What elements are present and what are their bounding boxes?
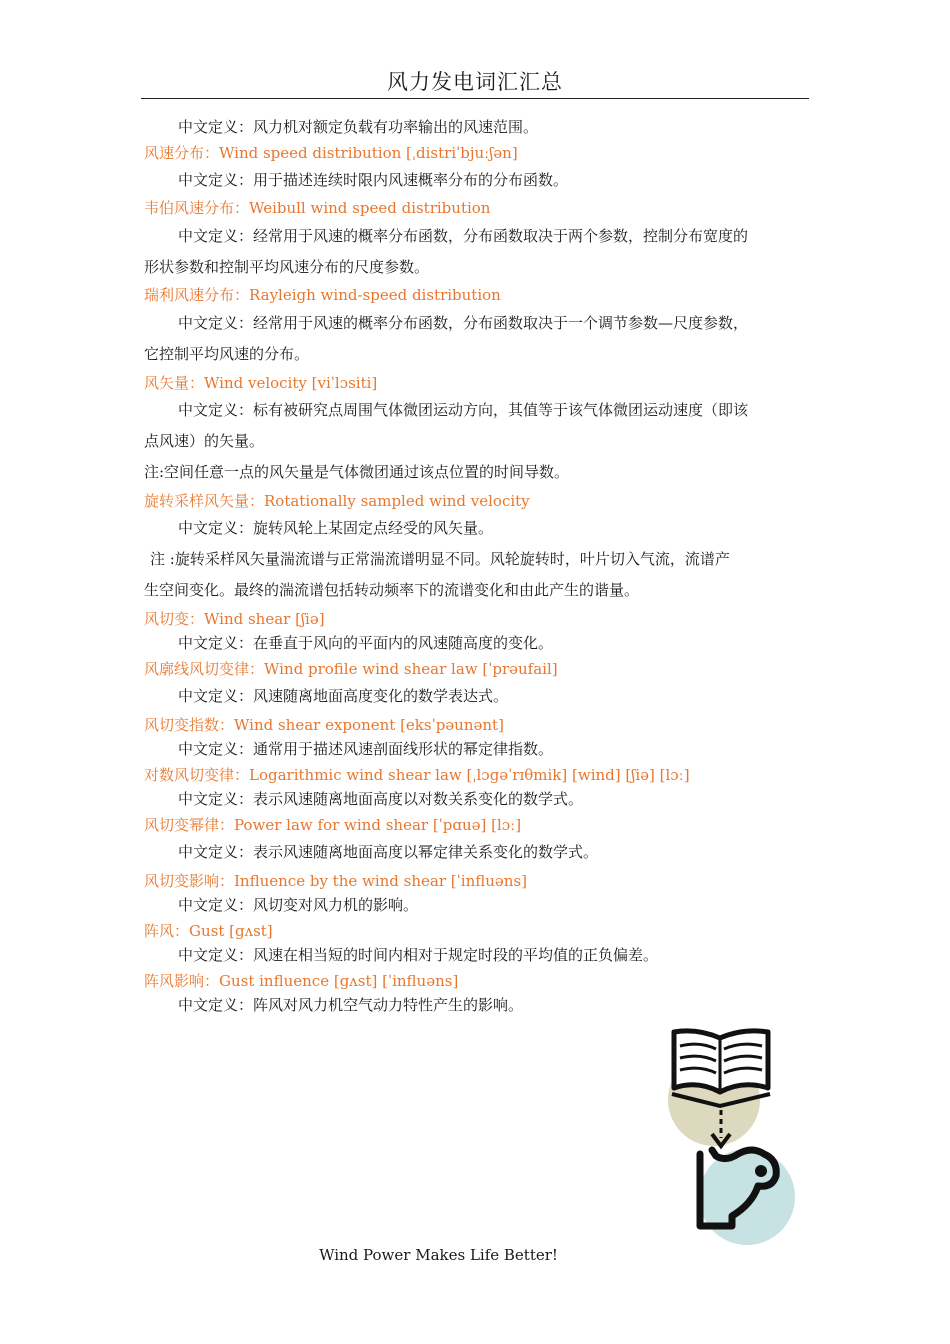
definition-line: 中文定义：标有被研究点周围气体微团运动方向，其值等于该气体微团运动速度（即该 [178, 401, 749, 419]
header-divider [141, 98, 809, 99]
definition-line: 中文定义：风速随离地面高度变化的数学表达式。 [178, 687, 509, 705]
definition-line: 中文定义：阵风对风力机空气动力特性产生的影响。 [178, 996, 524, 1014]
term-line: 风速分布：Wind speed distribution [ˌdistriˈbjuːʃən] [144, 144, 518, 162]
definition-line: 中文定义：风切变对风力机的影响。 [178, 896, 419, 914]
note-line: 注 :旋转采样风矢量湍流谱与正常湍流谱明显不同。风轮旋转时，叶片切入气流，流谱产 [150, 550, 730, 568]
definition-continuation: 形状参数和控制平均风速分布的尺度参数。 [144, 258, 430, 276]
definition-continuation: 它控制平均风速的分布。 [144, 345, 310, 363]
term-line: 对数风切变律：Logarithmic wind shear law [ˌlɔgəˈrɪθmik] [wind] [ʃiə] [lɔː] [144, 766, 690, 784]
definition-line: 中文定义：表示风速随离地面高度以幂定律关系变化的数学式。 [178, 843, 599, 861]
definition-line: 中文定义：在垂直于风向的平面内的风速随高度的变化。 [178, 634, 554, 652]
term-line: 风廓线风切变律：Wind profile wind shear law [ˈprəufail] [144, 660, 558, 678]
term-line: 风切变幂律：Power law for wind shear [ˈpɑuə] [lɔː] [144, 816, 522, 834]
term-line: 风切变：Wind shear [ʃiə] [144, 610, 325, 628]
term-line: 阵风：Gust [gʌst] [144, 922, 273, 940]
definition-line: 中文定义：旋转风轮上某固定点经受的风矢量。 [178, 519, 494, 537]
page-title: 风力发电词汇汇总 [387, 70, 563, 94]
definition-continuation: 点风速）的矢量。 [144, 432, 265, 450]
term-line: 风切变指数：Wind shear exponent [eksˈpəunənt] [144, 716, 504, 734]
definition-line: 中文定义：经常用于风速的概率分布函数，分布函数取决于一个调节参数—尺度参数， [178, 314, 749, 332]
definition-line: 中文定义：风速在相当短的时间内相对于规定时段的平均值的正负偏差。 [178, 946, 659, 964]
note-continuation: 生空间变化。最终的湍流谱包括转动频率下的流谱变化和由此产生的谐量。 [144, 581, 640, 599]
term-line: 阵风影响：Gust influence [gʌst] [ˈinfluəns] [144, 972, 459, 990]
term-line: 瑞利风速分布：Rayleigh wind-speed distribution [144, 286, 501, 304]
definition-line: 中文定义：通常用于描述风速剖面线形状的幂定律指数。 [178, 740, 554, 758]
note-line: 注:空间任意一点的风矢量是气体微团通过该点位置的时间导数。 [144, 463, 570, 481]
term-line: 风切变影响：Influence by the wind shear [ˈinfluəns] [144, 872, 527, 890]
definition-line: 中文定义：表示风速随离地面高度以对数关系变化的数学式。 [178, 790, 584, 808]
definition-line: 中文定义：经常用于风速的概率分布函数，分布函数取决于两个参数，控制分布宽度的 [178, 227, 749, 245]
definition-line: 中文定义：用于描述连续时限内风速概率分布的分布函数。 [178, 171, 569, 189]
footer-slogan: Wind Power Makes Life Better! [319, 1246, 558, 1264]
book-and-person-logo-icon [660, 1026, 805, 1251]
term-line: 韦伯风速分布：Weibull wind speed distribution [144, 199, 491, 217]
term-line: 风矢量：Wind velocity [viˈlɔsiti] [144, 374, 378, 392]
definition-line: 中文定义：风力机对额定负载有功率输出的风速范围。 [178, 118, 539, 136]
term-line: 旋转采样风矢量：Rotationally sampled wind velocity [144, 492, 530, 510]
